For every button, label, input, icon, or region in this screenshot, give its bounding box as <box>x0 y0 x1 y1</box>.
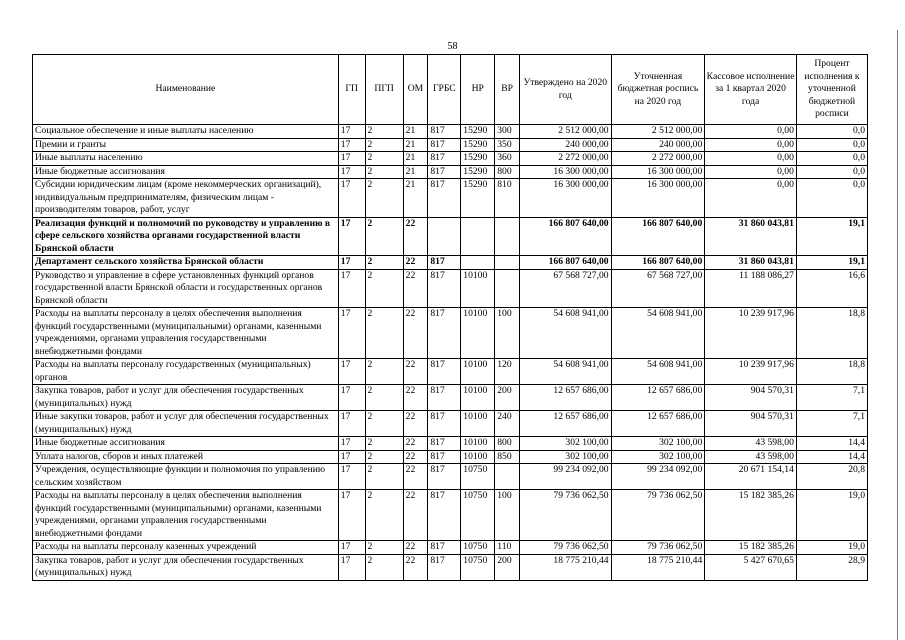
cell-vr: 810 <box>495 179 520 218</box>
header-nr: НР <box>461 55 495 125</box>
cell-revised: 79 736 062,50 <box>611 490 705 541</box>
cell-vr: 110 <box>495 541 520 555</box>
cell-pgp: 2 <box>365 490 403 541</box>
cell-vr <box>495 269 520 308</box>
cell-name: Расходы на выплаты персоналу казенных учреждений <box>33 541 339 555</box>
cell-gp: 17 <box>338 464 365 490</box>
cell-percent: 0,0 <box>796 138 867 152</box>
table-row <box>33 437 868 451</box>
cell-name: Расходы на выплаты персоналу государственных (муниципальных) органов <box>33 359 339 385</box>
cell-approved: 18 775 210,44 <box>519 554 611 580</box>
cell-pgp: 2 <box>365 554 403 580</box>
cell-vr: 100 <box>495 490 520 541</box>
table-row <box>33 385 868 411</box>
cell-vr: 240 <box>495 411 520 437</box>
cell-om: 22 <box>403 464 428 490</box>
header-cash: Кассовое исполнение за 1 квартал 2020 года <box>705 55 797 125</box>
cell-approved: 54 608 941,00 <box>519 359 611 385</box>
cell-grbs: 817 <box>428 411 461 437</box>
cell-cash: 10 239 917,96 <box>705 359 797 385</box>
cell-percent: 19,1 <box>796 256 867 270</box>
cell-cash: 31 860 043,81 <box>705 217 797 256</box>
cell-vr: 300 <box>495 125 520 139</box>
table-row <box>33 554 868 580</box>
cell-nr: 15290 <box>461 165 495 179</box>
cell-pgp: 2 <box>365 437 403 451</box>
cell-percent: 7,1 <box>796 411 867 437</box>
cell-om: 21 <box>403 165 428 179</box>
header-approved: Утверждено на 2020 год <box>519 55 611 125</box>
header-revised: Уточненная бюджетная роспись на 2020 год <box>611 55 705 125</box>
cell-pgp: 2 <box>365 359 403 385</box>
cell-cash: 11 188 086,27 <box>705 269 797 308</box>
cell-revised: 240 000,00 <box>611 138 705 152</box>
cell-vr: 350 <box>495 138 520 152</box>
cell-nr: 10100 <box>461 411 495 437</box>
cell-nr: 10100 <box>461 437 495 451</box>
cell-grbs <box>428 217 461 256</box>
table-row <box>33 411 868 437</box>
cell-nr: 10100 <box>461 359 495 385</box>
cell-cash: 904 570,31 <box>705 411 797 437</box>
cell-om: 21 <box>403 138 428 152</box>
cell-grbs: 817 <box>428 152 461 166</box>
cell-cash: 0,00 <box>705 125 797 139</box>
cell-vr: 200 <box>495 385 520 411</box>
cell-revised: 2 272 000,00 <box>611 152 705 166</box>
cell-pgp: 2 <box>365 464 403 490</box>
cell-approved: 99 234 092,00 <box>519 464 611 490</box>
cell-percent: 14,4 <box>796 450 867 464</box>
cell-grbs: 817 <box>428 179 461 218</box>
cell-percent: 18,8 <box>796 308 867 359</box>
cell-pgp: 2 <box>365 385 403 411</box>
cell-grbs: 817 <box>428 125 461 139</box>
cell-nr: 10750 <box>461 554 495 580</box>
cell-om: 21 <box>403 152 428 166</box>
cell-approved: 12 657 686,00 <box>519 385 611 411</box>
cell-nr: 15290 <box>461 179 495 218</box>
cell-gp: 17 <box>338 179 365 218</box>
cell-nr: 10750 <box>461 464 495 490</box>
cell-cash: 15 182 385,26 <box>705 490 797 541</box>
table-row <box>33 541 868 555</box>
cell-gp: 17 <box>338 138 365 152</box>
cell-vr: 200 <box>495 554 520 580</box>
cell-nr: 10100 <box>461 269 495 308</box>
table-row <box>33 464 868 490</box>
header-grbs: ГРБС <box>428 55 461 125</box>
cell-gp: 17 <box>338 490 365 541</box>
cell-approved: 2 512 000,00 <box>519 125 611 139</box>
cell-approved: 16 300 000,00 <box>519 179 611 218</box>
header-pgp: ПГП <box>365 55 403 125</box>
cell-pgp: 2 <box>365 411 403 437</box>
cell-revised: 18 775 210,44 <box>611 554 705 580</box>
cell-percent: 19,1 <box>796 217 867 256</box>
cell-approved: 166 807 640,00 <box>519 217 611 256</box>
cell-grbs: 817 <box>428 269 461 308</box>
cell-pgp: 2 <box>365 450 403 464</box>
cell-om: 22 <box>403 217 428 256</box>
header-vr: ВР <box>495 55 520 125</box>
cell-gp: 17 <box>338 411 365 437</box>
cell-om: 22 <box>403 269 428 308</box>
cell-gp: 17 <box>338 152 365 166</box>
cell-pgp: 2 <box>365 179 403 218</box>
table-row <box>33 179 868 218</box>
table-header <box>33 55 868 125</box>
cell-om: 22 <box>403 385 428 411</box>
cell-pgp: 2 <box>365 165 403 179</box>
cell-revised: 79 736 062,50 <box>611 541 705 555</box>
cell-vr: 120 <box>495 359 520 385</box>
cell-revised: 12 657 686,00 <box>611 411 705 437</box>
cell-name: Закупка товаров, работ и услуг для обеспечения государственных (муниципальных) нужд <box>33 554 339 580</box>
budget-table <box>32 54 868 581</box>
cell-vr: 800 <box>495 165 520 179</box>
cell-pgp: 2 <box>365 541 403 555</box>
table-row <box>33 125 868 139</box>
cell-pgp: 2 <box>365 308 403 359</box>
cell-grbs: 817 <box>428 541 461 555</box>
cell-name: Иные закупки товаров, работ и услуг для обеспечения государственных (муниципальных) нужд <box>33 411 339 437</box>
cell-revised: 2 512 000,00 <box>611 125 705 139</box>
cell-name: Уплата налогов, сборов и иных платежей <box>33 450 339 464</box>
cell-nr: 10100 <box>461 385 495 411</box>
cell-om: 22 <box>403 308 428 359</box>
cell-grbs: 817 <box>428 165 461 179</box>
cell-nr: 15290 <box>461 125 495 139</box>
cell-vr: 850 <box>495 450 520 464</box>
cell-nr <box>461 256 495 270</box>
cell-revised: 12 657 686,00 <box>611 385 705 411</box>
cell-grbs: 817 <box>428 359 461 385</box>
cell-percent: 0,0 <box>796 165 867 179</box>
cell-nr: 10100 <box>461 450 495 464</box>
cell-vr <box>495 256 520 270</box>
cell-om: 22 <box>403 554 428 580</box>
cell-gp: 17 <box>338 450 365 464</box>
cell-revised: 16 300 000,00 <box>611 165 705 179</box>
cell-approved: 240 000,00 <box>519 138 611 152</box>
cell-name: Расходы на выплаты персоналу в целях обеспечения выполнения функций государственными (муниципальными) органами, казенными учреждениями, органами управления государственными внебюджетными фондами <box>33 490 339 541</box>
cell-grbs: 817 <box>428 490 461 541</box>
cell-vr: 360 <box>495 152 520 166</box>
cell-vr <box>495 464 520 490</box>
cell-approved: 67 568 727,00 <box>519 269 611 308</box>
cell-name: Учреждения, осуществляющие функции и полномочия по управлению сельским хозяйством <box>33 464 339 490</box>
cell-gp: 17 <box>338 125 365 139</box>
cell-nr: 10750 <box>461 490 495 541</box>
cell-name: Закупка товаров, работ и услуг для обеспечения государственных (муниципальных) нужд <box>33 385 339 411</box>
cell-percent: 0,0 <box>796 152 867 166</box>
cell-approved: 79 736 062,50 <box>519 490 611 541</box>
cell-cash: 0,00 <box>705 165 797 179</box>
cell-name: Субсидии юридическим лицам (кроме некоммерческих организаций), индивидуальным предпринимателям, физическим лицам - производителям товаров, работ, услуг <box>33 179 339 218</box>
cell-om: 22 <box>403 437 428 451</box>
cell-grbs: 817 <box>428 464 461 490</box>
cell-approved: 302 100,00 <box>519 450 611 464</box>
cell-revised: 99 234 092,00 <box>611 464 705 490</box>
cell-percent: 16,6 <box>796 269 867 308</box>
cell-name: Премии и гранты <box>33 138 339 152</box>
cell-revised: 302 100,00 <box>611 437 705 451</box>
cell-pgp: 2 <box>365 269 403 308</box>
cell-vr <box>495 217 520 256</box>
cell-gp: 17 <box>338 541 365 555</box>
cell-gp: 17 <box>338 256 365 270</box>
cell-percent: 7,1 <box>796 385 867 411</box>
table-row <box>33 256 868 270</box>
cell-percent: 28,9 <box>796 554 867 580</box>
table-row <box>33 359 868 385</box>
cell-om: 22 <box>403 359 428 385</box>
cell-vr: 100 <box>495 308 520 359</box>
table-row <box>33 138 868 152</box>
cell-grbs: 817 <box>428 138 461 152</box>
cell-pgp: 2 <box>365 217 403 256</box>
cell-gp: 17 <box>338 437 365 451</box>
header-om: ОМ <box>403 55 428 125</box>
cell-percent: 19,0 <box>796 490 867 541</box>
cell-om: 22 <box>403 256 428 270</box>
cell-revised: 166 807 640,00 <box>611 217 705 256</box>
cell-percent: 19,0 <box>796 541 867 555</box>
cell-name: Реализация функций и полномочий по руководству и управлению в сфере сельского хозяйства органами государственной власти Брянской области <box>33 217 339 256</box>
cell-nr: 10100 <box>461 308 495 359</box>
page-number: 58 <box>447 41 458 52</box>
cell-approved: 16 300 000,00 <box>519 165 611 179</box>
table-row <box>33 450 868 464</box>
cell-om: 22 <box>403 450 428 464</box>
cell-pgp: 2 <box>365 125 403 139</box>
cell-revised: 302 100,00 <box>611 450 705 464</box>
cell-om: 21 <box>403 125 428 139</box>
table-row <box>33 165 868 179</box>
cell-name: Департамент сельского хозяйства Брянской области <box>33 256 339 270</box>
cell-cash: 20 671 154,14 <box>705 464 797 490</box>
cell-pgp: 2 <box>365 152 403 166</box>
cell-gp: 17 <box>338 165 365 179</box>
cell-revised: 54 608 941,00 <box>611 308 705 359</box>
cell-nr: 15290 <box>461 138 495 152</box>
cell-cash: 43 598,00 <box>705 450 797 464</box>
cell-name: Иные бюджетные ассигнования <box>33 437 339 451</box>
cell-nr: 10750 <box>461 541 495 555</box>
cell-approved: 2 272 000,00 <box>519 152 611 166</box>
cell-grbs: 817 <box>428 308 461 359</box>
cell-approved: 79 736 062,50 <box>519 541 611 555</box>
cell-name: Иные бюджетные ассигнования <box>33 165 339 179</box>
cell-gp: 17 <box>338 269 365 308</box>
cell-pgp: 2 <box>365 138 403 152</box>
cell-nr <box>461 217 495 256</box>
cell-name: Иные выплаты населению <box>33 152 339 166</box>
cell-name: Руководство и управление в сфере установленных функций органов государственной власти Брянской области и государственных органов Брянской области <box>33 269 339 308</box>
cell-cash: 5 427 670,65 <box>705 554 797 580</box>
cell-cash: 31 860 043,81 <box>705 256 797 270</box>
cell-gp: 17 <box>338 385 365 411</box>
cell-percent: 0,0 <box>796 179 867 218</box>
cell-cash: 43 598,00 <box>705 437 797 451</box>
cell-cash: 0,00 <box>705 179 797 218</box>
cell-gp: 17 <box>338 359 365 385</box>
cell-gp: 17 <box>338 554 365 580</box>
cell-name: Социальное обеспечение и иные выплаты населению <box>33 125 339 139</box>
cell-pgp: 2 <box>365 256 403 270</box>
table-row <box>33 490 868 541</box>
cell-percent: 20,8 <box>796 464 867 490</box>
cell-om: 22 <box>403 490 428 541</box>
header-percent: Процент исполнения к уточненной бюджетной росписи <box>796 55 867 125</box>
cell-om: 21 <box>403 179 428 218</box>
cell-om: 22 <box>403 541 428 555</box>
cell-vr: 800 <box>495 437 520 451</box>
cell-approved: 12 657 686,00 <box>519 411 611 437</box>
cell-grbs: 817 <box>428 256 461 270</box>
cell-cash: 10 239 917,96 <box>705 308 797 359</box>
header-gp: ГП <box>338 55 365 125</box>
cell-om: 22 <box>403 411 428 437</box>
cell-approved: 54 608 941,00 <box>519 308 611 359</box>
cell-percent: 0,0 <box>796 125 867 139</box>
cell-cash: 0,00 <box>705 152 797 166</box>
cell-name: Расходы на выплаты персоналу в целях обеспечения выполнения функций государственными (муниципальными) органами, казенными учреждениями, органами управления государственными внебюджетными фондами <box>33 308 339 359</box>
cell-gp: 17 <box>338 217 365 256</box>
cell-percent: 18,8 <box>796 359 867 385</box>
cell-cash: 15 182 385,26 <box>705 541 797 555</box>
table-row <box>33 308 868 359</box>
table-row <box>33 269 868 308</box>
cell-cash: 904 570,31 <box>705 385 797 411</box>
cell-percent: 14,4 <box>796 437 867 451</box>
cell-nr: 15290 <box>461 152 495 166</box>
cell-grbs: 817 <box>428 385 461 411</box>
cell-grbs: 817 <box>428 437 461 451</box>
header-name: Наименование <box>33 55 339 125</box>
table-row <box>33 152 868 166</box>
cell-approved: 166 807 640,00 <box>519 256 611 270</box>
table-body <box>33 125 868 581</box>
cell-revised: 54 608 941,00 <box>611 359 705 385</box>
cell-grbs: 817 <box>428 554 461 580</box>
cell-approved: 302 100,00 <box>519 437 611 451</box>
cell-revised: 16 300 000,00 <box>611 179 705 218</box>
cell-revised: 67 568 727,00 <box>611 269 705 308</box>
cell-grbs: 817 <box>428 450 461 464</box>
cell-revised: 166 807 640,00 <box>611 256 705 270</box>
cell-cash: 0,00 <box>705 138 797 152</box>
cell-gp: 17 <box>338 308 365 359</box>
table-row <box>33 217 868 256</box>
page-edge-line <box>897 30 898 640</box>
